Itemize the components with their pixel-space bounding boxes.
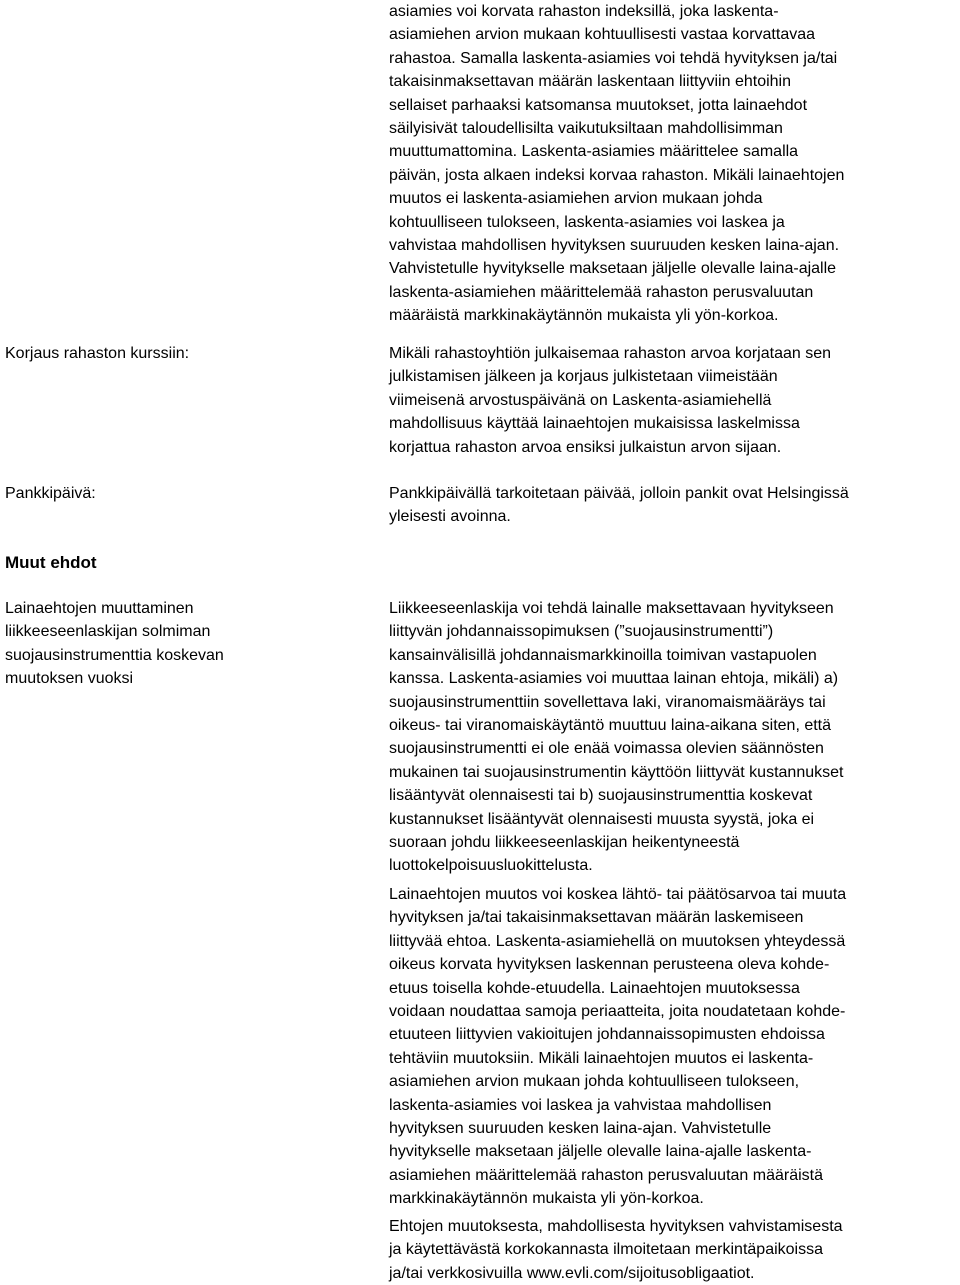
term-label-price-correction: Korjaus rahaston kurssiin: (5, 345, 190, 362)
hedging-paragraph-1: Liikkeeseenlaskija voi tehdä lainalle maksettavaan hyvitykseen liittyvän johdannaissopimuksen (”suojausinstrumentti”) kansainvälisillä johdannaismarkkinoilla toimivan vastapuolen kanssa. Laskenta-asiamies voi muuttaa lainan ehtoja, mikäli) a) suojausinstrumenttiin sovellettava laki, viranomaismääräys tai oikeus- tai viranomaiskäytäntö muuttuu laina-aikana siten, että suojausinstrumentti ei ole enää voimassa olevien säännösten mukainen tai suojausinstrumentin käyttöön liittyvät kustannukset lisääntyvät olennaisesti tai b) suojausinstrumenttia koskevat kustannukset lisääntyvät olennaisesti muusta syystä, joka ei suoraan johdu liikkeeseenlaskijan heikentyneestä luottokelpoisuusluokittelusta. (389, 600, 844, 875)
section-heading: Muut ehdot (5, 553, 97, 572)
hedging-paragraph-2: Lainaehtojen muutos voi koskea lähtö- tai päätösarvoa tai muuta hyvityksen ja/tai takaisinmaksettavan määrän laskemiseen liittyvää ehtoa. Laskenta-asiamiehellä on muutoksen yhteydessä oikeus korvata hyvityksen laskennan perusteena oleva kohde- etuus toisella kohde-etuudella. Lainaehtojen muutoksessa voidaan noudattaa samoja periaatteita, joita noudatetaan kohde- etuuteen liittyvien vakioitujen johdannaissopimusten ehdoissa tehtäviin muutoksiin. Mikäli lainaehtojen muutos ei laskenta- asiamiehen arvion mukaan johda kohtuulliseen tulokseen, laskenta-asiamies voi laskea ja vahvistaa mahdollisen hyvityksen suuruuden kesken laina-ajan. Vahvistetulle hyvitykselle maksetaan jäljelle olevalle laina-ajalle laskenta- asiamiehen määrittelemää rahaston perusvaluutan määräistä markkinakäytännön mukaista yli yön-korkoa. (389, 886, 847, 1208)
term-label-banking-day: Pankkipäivä: (5, 485, 96, 502)
term-text-banking-day: Pankkipäivällä tarkoitetaan päivää, jolloin pankit ovat Helsingissä yleisesti avoinna. (389, 485, 849, 526)
term-label-hedging-change: Lainaehtojen muuttaminen liikkeeseenlaskijan solmiman suojausinstrumenttia koskevan muutoksen vuoksi (5, 600, 224, 688)
term-text-price-correction: Mikäli rahastoyhtiön julkaisemaa rahaston arvoa korjataan sen julkistamisen jälkeen ja korjaus julkistetaan viimeistään viimeisenä arvostuspäivänä on Laskenta-asiamiehellä mahdollisuus käyttää lainaehtojen mukaisissa laskelmissa korjattua rahaston arvoa ensiksi julkaistun arvon sijaan. (389, 345, 832, 456)
hedging-paragraph-3: Ehtojen muutoksesta, mahdollisesta hyvityksen vahvistamisesta ja käytettävästä korkokannasta ilmoitetaan merkintäpaikoissa ja/tai verkkosivuilla www.evli.com/sijoitusobligaatiot. (389, 1218, 843, 1282)
intro-paragraph: asiamies voi korvata rahaston indeksillä, joka laskenta- asiamiehen arvion mukaan kohtuullisesti vastaa korvattavaa rahastoa. Samalla laskenta-asiamies voi tehdä hyvityksen ja/tai takaisinmaksettavan määrän laskentaan liittyviin ehtoihin sellaiset parhaaksi katsomansa muutokset, jotta lainaehdot säilyisivät taloudellisilta vaikutuksiltaan mahdollisimman muuttumattomina. Laskenta-asiamies määrittelee samalla päivän, josta alkaen indeksi korvaa rahaston. Mikäli lainaehtojen muutos ei laskenta-asiamiehen arvion mukaan johda kohtuulliseen tulokseen, laskenta-asiamies voi laskea ja vahvistaa mahdollisen hyvityksen suuruuden kesken laina-ajan. Vahvistetulle hyvitykselle maksetaan jäljelle olevalle laina-ajalle laskenta-asiamiehen määrittelemää rahaston perusvaluutan määräistä markkinakäytännön mukaista yli yön-korkoa. (389, 3, 845, 325)
